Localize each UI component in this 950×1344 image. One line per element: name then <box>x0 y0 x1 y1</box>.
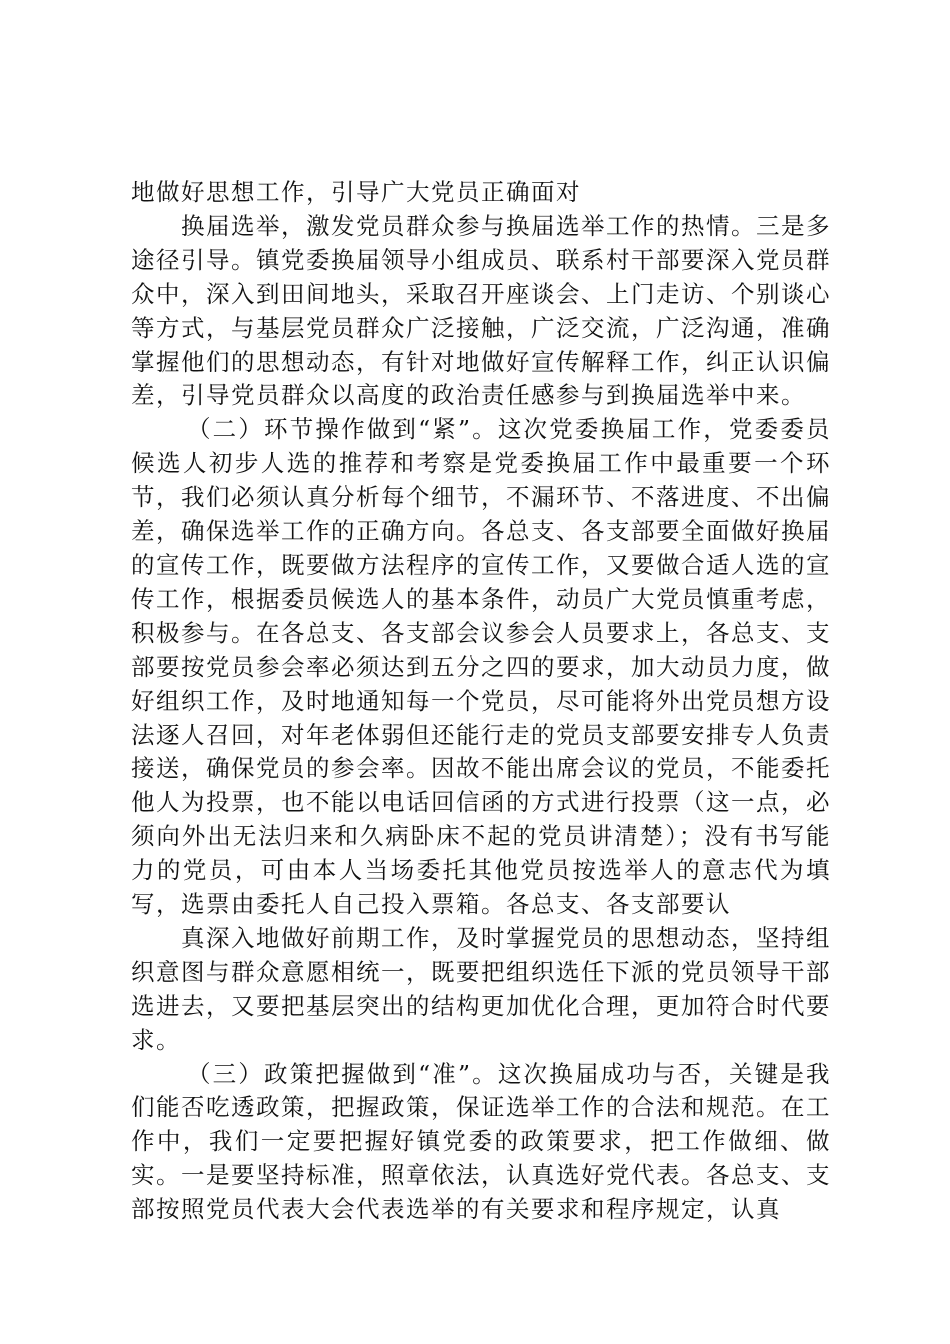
paragraph-4: 真深入地做好前期工作，及时掌握党员的思想动态，坚持组织意图与群众意愿相统一，既要把组织选任下派的党员领导干部选进去，又要把基层突出的结构更加优化合理，更加符合时代要求。 <box>131 923 831 1054</box>
document-body <box>131 176 831 1227</box>
paragraph-5: （三）政策把握做到“准”。这次换届成功与否，关键是我们能否吃透政策，把握政策，保证选举工作的合法和规范。在工作中，我们一定要把握好镇党委的政策要求，把工作做细、做实。一是要坚持标准，照章依法，认真选好党代表。各总支、支部按照党员代表大会代表选举的有关要求和程序规定，认真 <box>131 1059 831 1224</box>
paragraph-1: 地做好思想工作，引导广大党员正确面对 <box>131 178 581 206</box>
paragraph-3: （二）环节操作做到“紧”。这次党委换届工作，党委委员候选人初步人选的推荐和考察是党委换届工作中最重要一个环节，我们必须认真分析每个细节，不漏环节、不落进度、不出偏差，确保选举工作的正确方向。各总支、各支部要全面做好换届的宣传工作，既要做方法程序的宣传工作，又要做合适人选的宣传工作，根据委员候选人的基本条件，动员广大党员慎重考虑，积极参与。在各总支、各支部会议参会人员要求上，各总支、支部要按党员参会率必须达到五分之四的要求，加大动员力度，做好组织工作，及时地通知每一个党员，尽可能将外出党员想方设法逐人召回，对年老体弱但还能行走的党员支部要安排专人负责接送，确保党员的参会率。因故不能出席会议的党员，不能委托他人为投票，也不能以电话回信函的方式进行投票（这一点，必须向外出无法归来和久病卧床不起的党员讲清楚）；没有书写能力的党员，可由本人当场委托其他党员按选举人的意志代为填写，选票由委托人自己投入票箱。各总支、各支部要认 <box>131 415 831 919</box>
paragraph-2: 换届选举，激发党员群众参与换届选举工作的热情。三是多途径引导。镇党委换届领导小组成员、联系村干部要深入党员群众中，深入到田间地头，采取召开座谈会、上门走访、个别谈心等方式，与基层党员群众广泛接触，广泛交流，广泛沟通，准确掌握他们的思想动态，有针对地做好宣传解释工作，纠正认识偏差，引导党员群众以高度的政治责任感参与到换届选举中来。 <box>131 211 831 410</box>
